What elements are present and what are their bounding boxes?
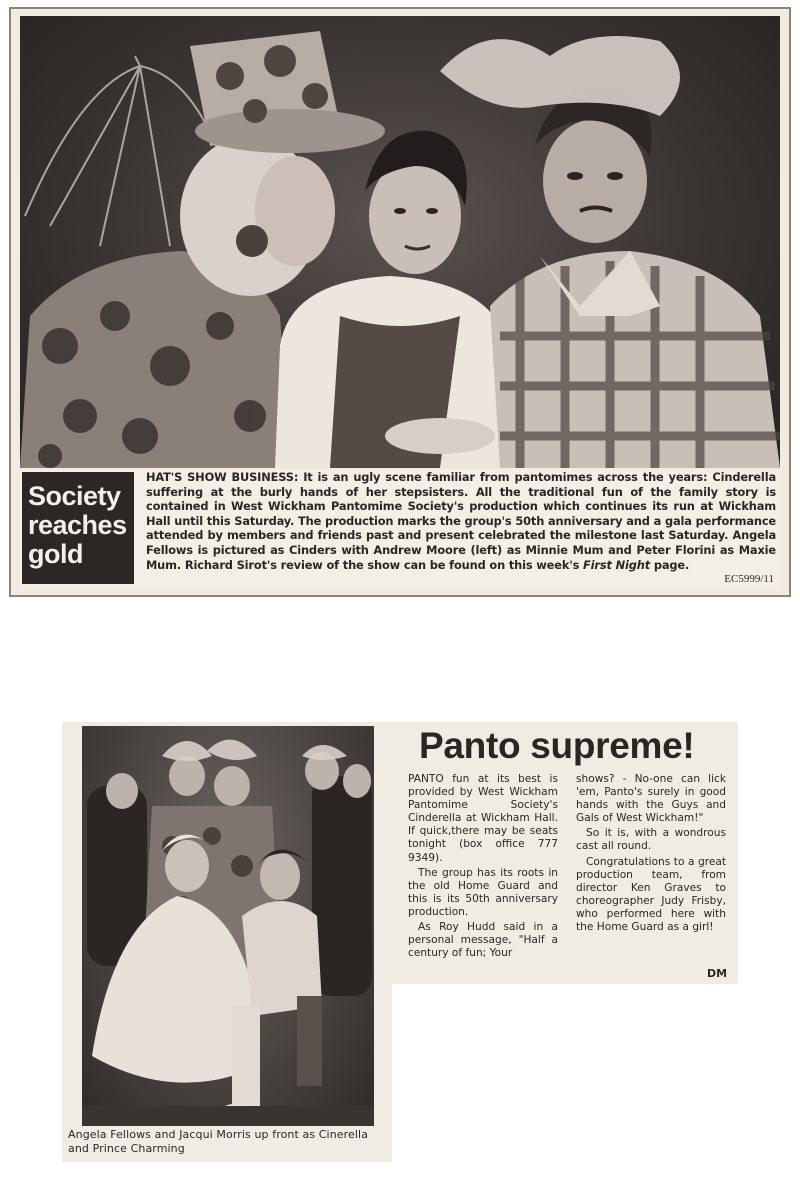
- article-column-2: [576, 773, 726, 936]
- article-headline: Panto supreme!: [419, 725, 695, 766]
- caption-end: page.: [650, 557, 690, 572]
- headline-line: gold: [28, 539, 83, 569]
- headline-line: Society: [28, 481, 121, 511]
- paragraph: Congratulations to a great production team, from director Ken Graves to choreographer Judy Frisby, who performed here with the Home Guard as a girl!: [576, 855, 726, 934]
- headline-society-reaches-gold: [22, 472, 134, 584]
- pantomime-cast-photo: [20, 16, 780, 468]
- cinderella-prince-charming-photo: [82, 726, 374, 1126]
- author-byline: DM: [707, 967, 728, 980]
- photo-reference-code: EC5999/11: [724, 573, 774, 585]
- caption-lead: HAT'S SHOW BUSINESS:: [146, 470, 299, 484]
- paragraph: So it is, with a wondrous cast all round.: [576, 827, 726, 853]
- caption-block: [20, 470, 780, 588]
- headline-line: reaches: [28, 510, 127, 540]
- article-column-1: [408, 773, 558, 962]
- paragraph: shows? - No-one can lick 'em, Panto's surely in good hands with the Guys and Gals of West Wickham!": [576, 773, 726, 825]
- caption-body: It is an ugly scene familiar from pantomimes across the years: Cinderella suffering at the burly hands of her stepsisters. All the traditional fun of the family story is contained in West Wickham Pantomime Society's production which continues its run at Wickham Hall until this Saturday. The production marks the group's 50th anniversary and a gala performance attended by members and friends past and present celebrated the milestone last Saturday. Angela Fellows is pictured as Cinders with Andrew Moore (left) as Minnie Mum and Peter Florini as Maxie Mum. Richard Sirot's review of the show can be found on this week's: [146, 470, 776, 572]
- paragraph: The group has its roots in the old Home Guard and this is its 50th anniversary production.: [408, 866, 558, 918]
- caption-italic-section-name: First Night: [583, 557, 651, 572]
- paragraph: As Roy Hudd said in a personal message, "Half a century of fun; Your: [408, 921, 558, 960]
- photo-caption: Angela Fellows and Jacqui Morris up front as Cinerella and Prince Charming: [68, 1128, 369, 1155]
- paragraph: PANTO fun at its best is provided by West Wickham Pantomime Society's Cinderella at Wickham Hall. If quick,there may be seats tonight (box office 777 9349).: [408, 773, 558, 864]
- photo-caption-text: [146, 470, 776, 572]
